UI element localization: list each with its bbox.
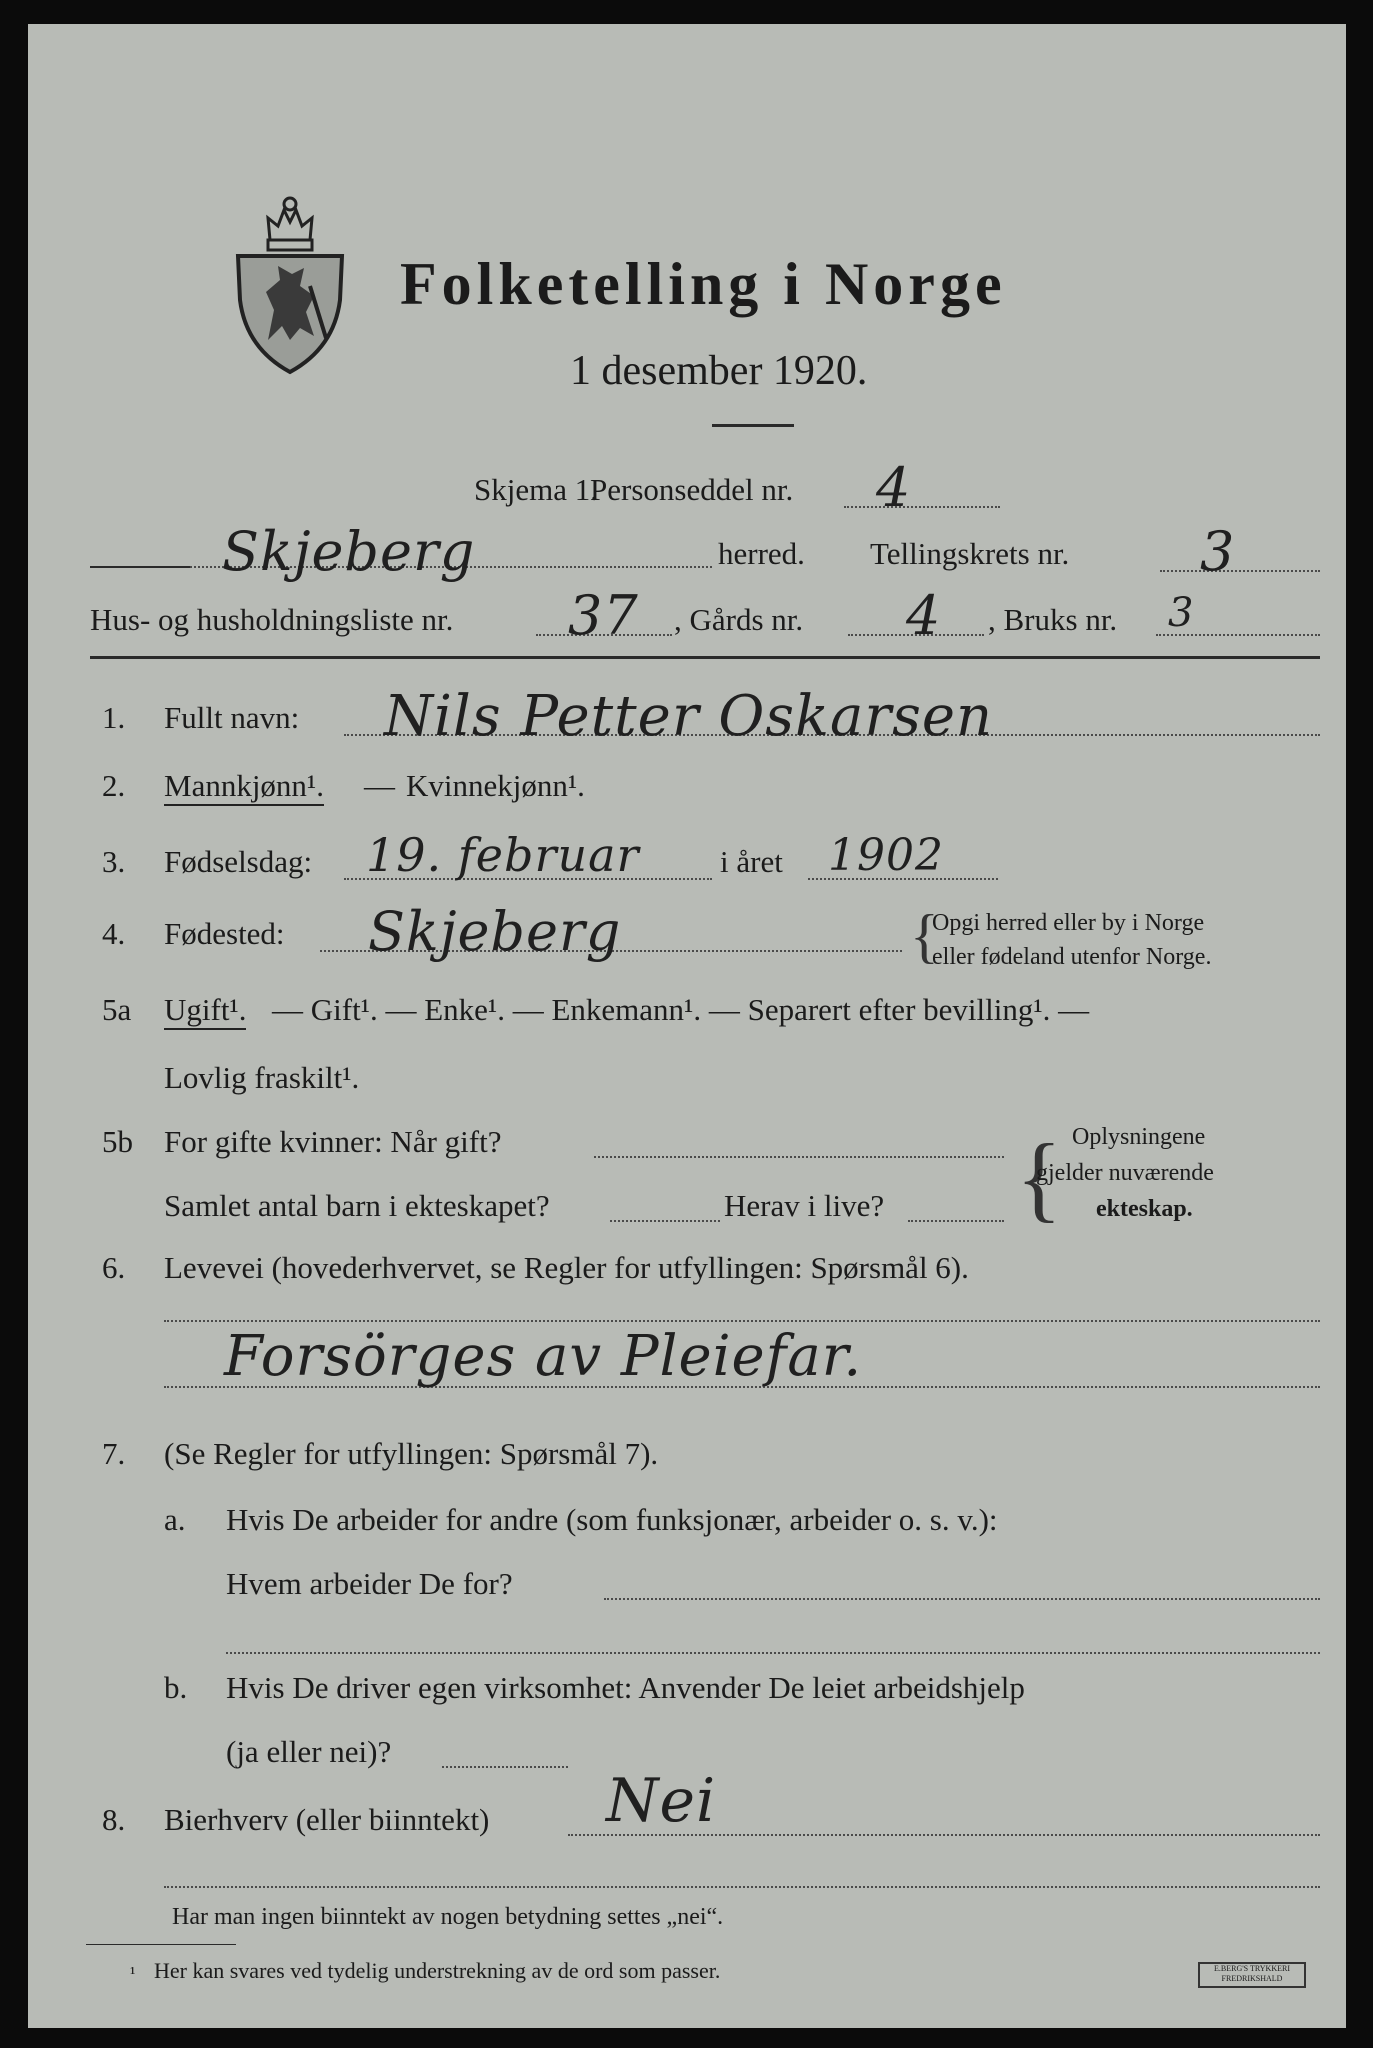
- q6-field-line-1: [164, 1320, 1320, 1322]
- q5b-number: 5b: [102, 1124, 133, 1159]
- q5b-children-field-line: [610, 1220, 720, 1222]
- q6-label: Levevei (hovederhvervet, se Regler for utfyllingen: Spørsmål 6).: [164, 1250, 969, 1285]
- q5b-children-label: Samlet antal barn i ekteskapet?: [164, 1188, 550, 1223]
- title-divider: [712, 424, 794, 427]
- q7b-number: b.: [164, 1670, 188, 1705]
- footnote-1: Her kan svares ved tydelig understrekning av de ord som passer.: [154, 1958, 721, 1983]
- q5b-note-line3: ekteskap.: [1096, 1196, 1193, 1222]
- q7a-employer-field-line-2: [226, 1652, 1320, 1654]
- q8-field-line-2: [164, 1886, 1320, 1888]
- q7b-label: Hvis De driver egen virksomhet: Anvender De leiet arbeidshjelp: [226, 1670, 1025, 1705]
- gards-nr-value[interactable]: 4: [906, 584, 942, 647]
- form-title: Folketelling i Norge: [400, 251, 1007, 317]
- printer-stamp: [1198, 1962, 1306, 1988]
- full-name-value[interactable]: Nils Petter Oskarsen: [384, 684, 994, 749]
- q4-note-line2: eller fødeland utenfor Norge.: [932, 944, 1212, 970]
- q7-number: 7.: [102, 1436, 126, 1471]
- q7a-number: a.: [164, 1502, 186, 1537]
- q8-label: Bierhverv (eller biinntekt): [164, 1802, 490, 1837]
- herred-label: herred.: [718, 536, 805, 571]
- census-form: [28, 24, 1346, 2028]
- q6-number: 6.: [102, 1250, 126, 1285]
- herred-lead-line: [90, 566, 190, 568]
- q7b-field-line: [442, 1766, 568, 1768]
- q4-label: Fødested:: [164, 916, 285, 951]
- q1-number: 1.: [102, 700, 126, 735]
- q7a-label: Hvis De arbeider for andre (som funksjonær, arbeider o. s. v.):: [226, 1502, 998, 1537]
- marital-ugift-option[interactable]: Ugift¹.: [164, 992, 246, 1030]
- skjema-label: Skjema 1.: [474, 472, 598, 507]
- q4-note-line1: Opgi herred eller by i Norge: [932, 910, 1205, 936]
- q5b-alive-label: Herav i live?: [724, 1188, 885, 1223]
- side-income-value[interactable]: Nei: [606, 1766, 717, 1836]
- gender-female-option[interactable]: Kvinnekjønn¹.: [406, 768, 585, 803]
- husholdningsliste-nr-value[interactable]: 37: [568, 584, 639, 647]
- birthplace-value[interactable]: Skjeberg: [368, 900, 622, 963]
- q4-number: 4.: [102, 916, 126, 951]
- q5b-married-label: For gifte kvinner: Når gift?: [164, 1124, 502, 1159]
- q4-brace: {: [910, 903, 939, 969]
- q5a-number: 5a: [102, 992, 132, 1027]
- q7a-employer-field-line: [604, 1598, 1320, 1600]
- personseddel-label: Personseddel nr.: [590, 472, 794, 507]
- q2-number: 2.: [102, 768, 126, 803]
- q7-label: (Se Regler for utfyllingen: Spørsmål 7).: [164, 1436, 659, 1471]
- header-separator: [90, 656, 1320, 659]
- q7b-label-2: (ja eller nei)?: [226, 1734, 392, 1769]
- q5b-alive-field-line: [908, 1220, 1004, 1222]
- q1-label: Fullt navn:: [164, 700, 300, 735]
- q2-separator: —: [364, 768, 395, 803]
- footnote-divider: [86, 1944, 236, 1945]
- tellingskrets-field-line: [1160, 570, 1320, 572]
- census-date: 1 desember 1920.: [570, 348, 868, 394]
- gards-label: , Gårds nr.: [674, 602, 804, 637]
- q5b-note-line2: gjelder nuværende: [1036, 1160, 1214, 1186]
- printer-stamp-line2: FREDRIKSHALD: [1221, 1974, 1283, 1983]
- printer-stamp-line1: E.BERG'S TRYKKERI: [1214, 1964, 1290, 1973]
- q3-label: Fødselsdag:: [164, 844, 313, 879]
- tellingskrets-label: Tellingskrets nr.: [870, 536, 1070, 571]
- birth-year-value[interactable]: 1902: [828, 830, 944, 881]
- husholdningsliste-label: Hus- og husholdningsliste nr.: [90, 602, 454, 637]
- bruks-label: , Bruks nr.: [988, 602, 1118, 637]
- occupation-value[interactable]: Forsörges av Pleiefar.: [224, 1324, 863, 1389]
- q7a-employer-label: Hvem arbeider De for?: [226, 1566, 513, 1601]
- tellingskrets-nr-value[interactable]: 3: [1200, 520, 1236, 583]
- q5b-married-field-line: [594, 1156, 1004, 1158]
- gender-male-option[interactable]: Mannkjønn¹.: [164, 768, 324, 806]
- birth-day-value[interactable]: 19. februar: [366, 828, 640, 882]
- footnote-1-mark: ¹: [130, 1963, 136, 1983]
- herred-value[interactable]: Skjeberg: [222, 520, 476, 583]
- q3-number: 3.: [102, 844, 126, 879]
- q8-number: 8.: [102, 1802, 126, 1837]
- marital-fraskilt-option[interactable]: Lovlig fraskilt¹.: [164, 1060, 360, 1095]
- personseddel-nr-value[interactable]: 4: [876, 456, 912, 519]
- coat-of-arms-icon: [230, 190, 350, 376]
- personseddel-field-line: [844, 506, 1000, 508]
- bruks-nr-value[interactable]: 3: [1168, 590, 1195, 636]
- marital-other-options[interactable]: — Gift¹. — Enke¹. — Enkemann¹. — Separert efter bevilling¹. —: [272, 992, 1090, 1027]
- q5b-brace: {: [1016, 1124, 1063, 1231]
- q5b-note-line1: Oplysningene: [1072, 1124, 1206, 1150]
- footnote-nei: Har man ingen biinntekt av nogen betydning settes „nei“.: [172, 1904, 724, 1930]
- q3-year-label: i året: [720, 844, 783, 879]
